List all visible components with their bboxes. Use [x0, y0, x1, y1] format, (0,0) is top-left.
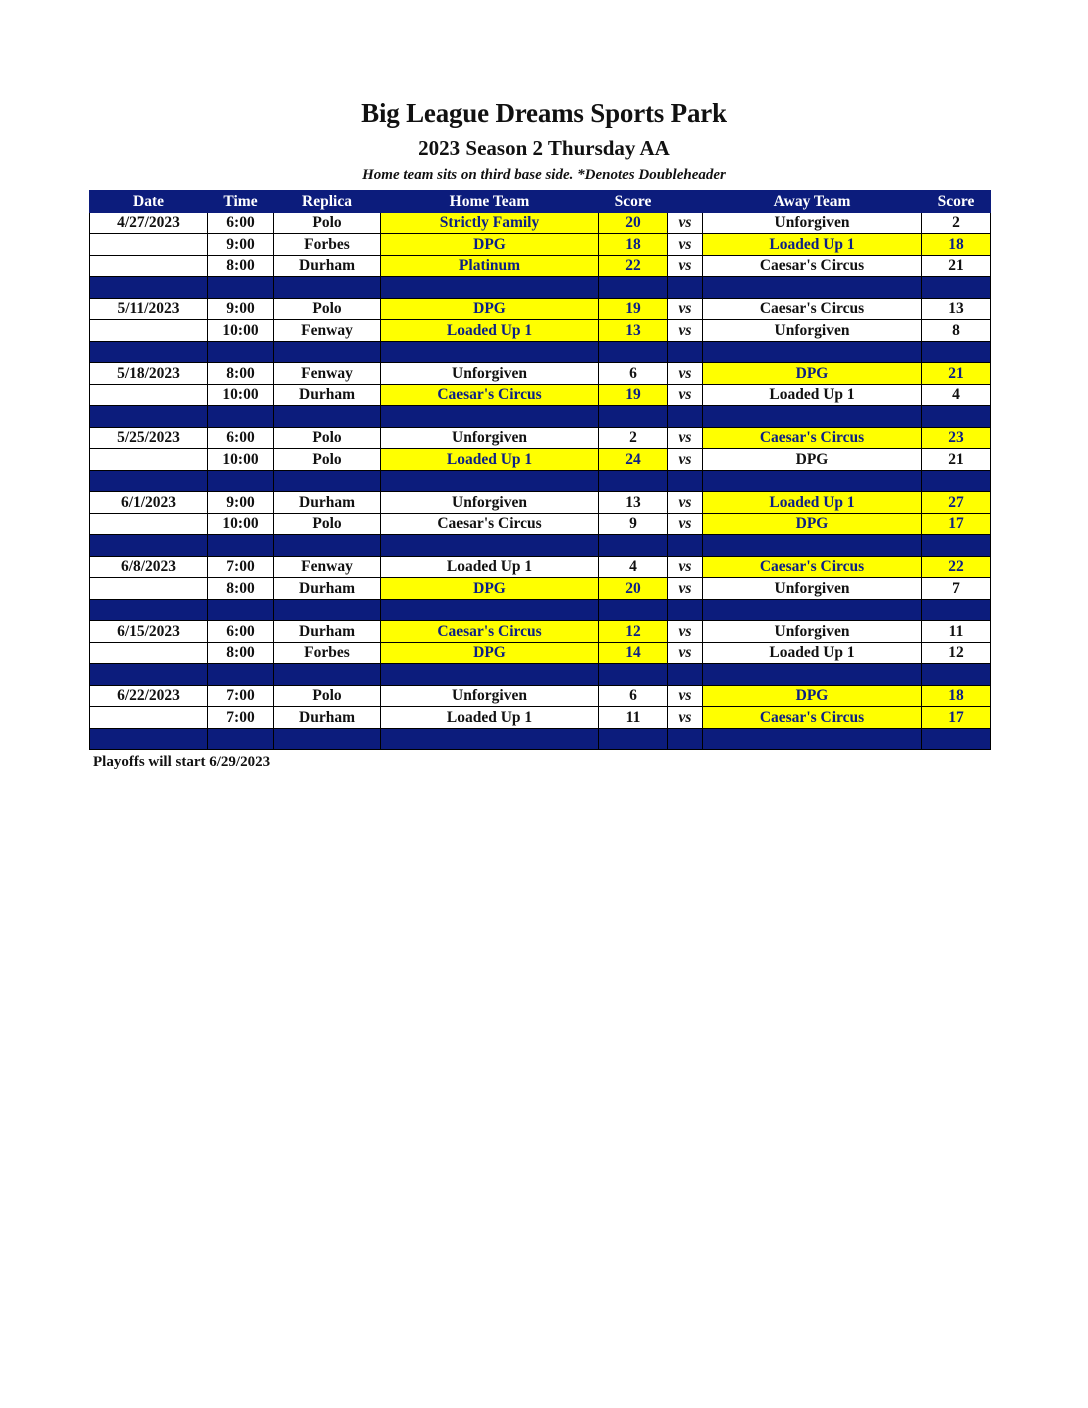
- table-row: [90, 578, 991, 600]
- separator-cell: [274, 470, 381, 492]
- col-header-date: Date: [90, 191, 208, 213]
- home-team-cell: Unforgiven: [381, 685, 599, 707]
- vs-cell: vs: [668, 556, 703, 578]
- separator-cell: [703, 728, 922, 750]
- home-team-cell: DPG: [381, 578, 599, 600]
- separator-cell: [922, 664, 991, 686]
- page-title: Big League Dreams Sports Park: [361, 98, 727, 128]
- separator-cell: [90, 664, 208, 686]
- home-score-cell: 9: [599, 513, 668, 535]
- separator-cell: [922, 470, 991, 492]
- separator-cell: [208, 406, 274, 428]
- time-cell: 7:00: [208, 707, 274, 729]
- separator-cell: [274, 406, 381, 428]
- separator-cell: [922, 277, 991, 299]
- week-separator-row: [90, 470, 991, 492]
- date-cell: 5/18/2023: [90, 363, 208, 385]
- away-score-cell: 4: [922, 384, 991, 406]
- replica-cell: Durham: [274, 384, 381, 406]
- separator-cell: [668, 470, 703, 492]
- col-header-home-team: Home Team: [381, 191, 599, 213]
- table-row: [90, 642, 991, 664]
- replica-cell: Fenway: [274, 320, 381, 342]
- away-team-cell: Unforgiven: [703, 621, 922, 643]
- away-team-cell: DPG: [703, 449, 922, 471]
- playoffs-note: Playoffs will start 6/29/2023: [93, 754, 271, 770]
- away-score-cell: 21: [922, 363, 991, 385]
- home-team-cell: Caesar's Circus: [381, 513, 599, 535]
- date-cell: 5/11/2023: [90, 298, 208, 320]
- away-team-cell: DPG: [703, 363, 922, 385]
- table-row: [90, 621, 991, 643]
- separator-cell: [703, 277, 922, 299]
- replica-cell: Durham: [274, 492, 381, 514]
- separator-cell: [208, 599, 274, 621]
- away-team-cell: Caesar's Circus: [703, 707, 922, 729]
- replica-cell: Polo: [274, 298, 381, 320]
- time-cell: 6:00: [208, 427, 274, 449]
- time-cell: 10:00: [208, 320, 274, 342]
- date-cell: 6/1/2023: [90, 492, 208, 514]
- time-cell: 6:00: [208, 212, 274, 234]
- vs-cell: vs: [668, 707, 703, 729]
- separator-cell: [208, 277, 274, 299]
- replica-cell: Durham: [274, 578, 381, 600]
- table-row: [90, 384, 991, 406]
- table-row: [90, 255, 991, 277]
- separator-cell: [922, 728, 991, 750]
- separator-cell: [668, 728, 703, 750]
- time-cell: 8:00: [208, 642, 274, 664]
- separator-cell: [381, 599, 599, 621]
- week-separator-row: [90, 277, 991, 299]
- separator-cell: [668, 535, 703, 557]
- date-cell: [90, 255, 208, 277]
- home-team-cell: Unforgiven: [381, 427, 599, 449]
- away-team-cell: Unforgiven: [703, 212, 922, 234]
- table-row: [90, 212, 991, 234]
- table-row: [90, 685, 991, 707]
- home-team-cell: Platinum: [381, 255, 599, 277]
- away-score-cell: 18: [922, 234, 991, 256]
- separator-cell: [922, 406, 991, 428]
- time-cell: 10:00: [208, 513, 274, 535]
- schedule-body: [90, 212, 991, 750]
- table-row: [90, 320, 991, 342]
- vs-cell: vs: [668, 685, 703, 707]
- vs-cell: vs: [668, 320, 703, 342]
- separator-cell: [599, 277, 668, 299]
- separator-cell: [90, 470, 208, 492]
- week-separator-row: [90, 599, 991, 621]
- away-score-cell: 13: [922, 298, 991, 320]
- vs-cell: vs: [668, 212, 703, 234]
- separator-cell: [208, 470, 274, 492]
- away-score-cell: 2: [922, 212, 991, 234]
- table-row: [90, 513, 991, 535]
- replica-cell: Polo: [274, 427, 381, 449]
- vs-cell: vs: [668, 578, 703, 600]
- away-team-cell: Loaded Up 1: [703, 234, 922, 256]
- home-team-cell: Caesar's Circus: [381, 621, 599, 643]
- time-cell: 9:00: [208, 492, 274, 514]
- home-score-cell: 22: [599, 255, 668, 277]
- replica-cell: Fenway: [274, 363, 381, 385]
- date-cell: 6/8/2023: [90, 556, 208, 578]
- separator-cell: [208, 728, 274, 750]
- away-team-cell: Loaded Up 1: [703, 492, 922, 514]
- col-header-away-team: Away Team: [703, 191, 922, 213]
- table-row: [90, 427, 991, 449]
- separator-cell: [668, 599, 703, 621]
- away-team-cell: Caesar's Circus: [703, 556, 922, 578]
- col-header-vs: [668, 191, 703, 213]
- separator-cell: [90, 599, 208, 621]
- home-score-cell: 13: [599, 320, 668, 342]
- away-team-cell: Caesar's Circus: [703, 255, 922, 277]
- away-team-cell: DPG: [703, 685, 922, 707]
- home-score-cell: 18: [599, 234, 668, 256]
- away-score-cell: 17: [922, 513, 991, 535]
- vs-cell: vs: [668, 642, 703, 664]
- replica-cell: Polo: [274, 513, 381, 535]
- separator-cell: [274, 664, 381, 686]
- date-cell: 6/22/2023: [90, 685, 208, 707]
- table-row: [90, 556, 991, 578]
- home-team-cell: Strictly Family: [381, 212, 599, 234]
- time-cell: 7:00: [208, 685, 274, 707]
- col-header-home-score: Score: [599, 191, 668, 213]
- time-cell: 7:00: [208, 556, 274, 578]
- separator-cell: [922, 341, 991, 363]
- replica-cell: Durham: [274, 707, 381, 729]
- away-score-cell: 27: [922, 492, 991, 514]
- time-cell: 8:00: [208, 578, 274, 600]
- vs-cell: vs: [668, 234, 703, 256]
- separator-cell: [599, 728, 668, 750]
- away-score-cell: 22: [922, 556, 991, 578]
- date-cell: [90, 234, 208, 256]
- separator-cell: [703, 599, 922, 621]
- table-row: [90, 234, 991, 256]
- home-score-cell: 2: [599, 427, 668, 449]
- separator-cell: [668, 341, 703, 363]
- separator-cell: [90, 341, 208, 363]
- away-score-cell: 18: [922, 685, 991, 707]
- separator-cell: [703, 535, 922, 557]
- col-header-away-score: Score: [922, 191, 991, 213]
- home-team-cell: Loaded Up 1: [381, 449, 599, 471]
- home-team-note: Home team sits on third base side. *Denotes Doubleheader: [362, 167, 726, 183]
- separator-cell: [703, 664, 922, 686]
- away-score-cell: 11: [922, 621, 991, 643]
- separator-cell: [668, 406, 703, 428]
- separator-cell: [599, 535, 668, 557]
- home-team-cell: Loaded Up 1: [381, 556, 599, 578]
- week-separator-row: [90, 406, 991, 428]
- time-cell: 6:00: [208, 621, 274, 643]
- col-header-time: Time: [208, 191, 274, 213]
- separator-cell: [381, 277, 599, 299]
- replica-cell: Polo: [274, 685, 381, 707]
- home-score-cell: 12: [599, 621, 668, 643]
- separator-cell: [381, 728, 599, 750]
- separator-cell: [381, 341, 599, 363]
- replica-cell: Polo: [274, 212, 381, 234]
- replica-cell: Polo: [274, 449, 381, 471]
- away-score-cell: 21: [922, 449, 991, 471]
- replica-cell: Durham: [274, 255, 381, 277]
- separator-cell: [381, 470, 599, 492]
- time-cell: 8:00: [208, 363, 274, 385]
- home-score-cell: 20: [599, 212, 668, 234]
- separator-cell: [90, 728, 208, 750]
- away-team-cell: Unforgiven: [703, 320, 922, 342]
- separator-cell: [381, 406, 599, 428]
- date-cell: [90, 642, 208, 664]
- separator-cell: [208, 341, 274, 363]
- separator-cell: [703, 341, 922, 363]
- separator-cell: [668, 277, 703, 299]
- table-row: [90, 298, 991, 320]
- separator-cell: [381, 664, 599, 686]
- away-score-cell: 23: [922, 427, 991, 449]
- home-team-cell: Loaded Up 1: [381, 320, 599, 342]
- separator-cell: [208, 535, 274, 557]
- separator-cell: [599, 599, 668, 621]
- away-score-cell: 12: [922, 642, 991, 664]
- time-cell: 10:00: [208, 449, 274, 471]
- home-score-cell: 19: [599, 298, 668, 320]
- date-cell: [90, 513, 208, 535]
- away-team-cell: Unforgiven: [703, 578, 922, 600]
- separator-cell: [703, 406, 922, 428]
- away-score-cell: 8: [922, 320, 991, 342]
- separator-cell: [599, 470, 668, 492]
- week-separator-row: [90, 664, 991, 686]
- date-cell: 4/27/2023: [90, 212, 208, 234]
- away-team-cell: Loaded Up 1: [703, 384, 922, 406]
- home-score-cell: 13: [599, 492, 668, 514]
- away-score-cell: 21: [922, 255, 991, 277]
- vs-cell: vs: [668, 255, 703, 277]
- home-score-cell: 14: [599, 642, 668, 664]
- home-team-cell: Unforgiven: [381, 492, 599, 514]
- table-row: [90, 492, 991, 514]
- replica-cell: Durham: [274, 621, 381, 643]
- separator-cell: [208, 664, 274, 686]
- week-separator-row: [90, 728, 991, 750]
- separator-cell: [274, 341, 381, 363]
- away-team-cell: Caesar's Circus: [703, 298, 922, 320]
- home-team-cell: DPG: [381, 298, 599, 320]
- schedule-table: [89, 190, 991, 750]
- home-score-cell: 24: [599, 449, 668, 471]
- time-cell: 9:00: [208, 234, 274, 256]
- date-cell: [90, 320, 208, 342]
- separator-cell: [381, 535, 599, 557]
- replica-cell: Forbes: [274, 642, 381, 664]
- home-score-cell: 11: [599, 707, 668, 729]
- time-cell: 8:00: [208, 255, 274, 277]
- separator-cell: [90, 406, 208, 428]
- separator-cell: [922, 535, 991, 557]
- week-separator-row: [90, 535, 991, 557]
- away-score-cell: 17: [922, 707, 991, 729]
- away-team-cell: DPG: [703, 513, 922, 535]
- separator-cell: [274, 599, 381, 621]
- separator-cell: [599, 406, 668, 428]
- vs-cell: vs: [668, 384, 703, 406]
- separator-cell: [90, 277, 208, 299]
- date-cell: [90, 578, 208, 600]
- home-team-cell: Unforgiven: [381, 363, 599, 385]
- vs-cell: vs: [668, 492, 703, 514]
- time-cell: 10:00: [208, 384, 274, 406]
- page-subtitle: 2023 Season 2 Thursday AA: [418, 136, 670, 160]
- home-score-cell: 6: [599, 685, 668, 707]
- separator-cell: [274, 277, 381, 299]
- table-row: [90, 449, 991, 471]
- table-header-row: [90, 191, 991, 213]
- home-team-cell: Caesar's Circus: [381, 384, 599, 406]
- replica-cell: Forbes: [274, 234, 381, 256]
- replica-cell: Fenway: [274, 556, 381, 578]
- separator-cell: [90, 535, 208, 557]
- home-score-cell: 19: [599, 384, 668, 406]
- home-team-cell: Loaded Up 1: [381, 707, 599, 729]
- vs-cell: vs: [668, 298, 703, 320]
- vs-cell: vs: [668, 427, 703, 449]
- away-team-cell: Caesar's Circus: [703, 427, 922, 449]
- table-row: [90, 363, 991, 385]
- separator-cell: [599, 664, 668, 686]
- week-separator-row: [90, 341, 991, 363]
- home-score-cell: 20: [599, 578, 668, 600]
- separator-cell: [274, 728, 381, 750]
- date-cell: 6/15/2023: [90, 621, 208, 643]
- date-cell: 5/25/2023: [90, 427, 208, 449]
- time-cell: 9:00: [208, 298, 274, 320]
- separator-cell: [668, 664, 703, 686]
- table-row: [90, 707, 991, 729]
- separator-cell: [274, 535, 381, 557]
- separator-cell: [599, 341, 668, 363]
- separator-cell: [703, 470, 922, 492]
- date-cell: [90, 707, 208, 729]
- home-team-cell: DPG: [381, 642, 599, 664]
- col-header-replica: Replica: [274, 191, 381, 213]
- home-score-cell: 4: [599, 556, 668, 578]
- date-cell: [90, 449, 208, 471]
- home-team-cell: DPG: [381, 234, 599, 256]
- home-score-cell: 6: [599, 363, 668, 385]
- date-cell: [90, 384, 208, 406]
- vs-cell: vs: [668, 363, 703, 385]
- away-score-cell: 7: [922, 578, 991, 600]
- vs-cell: vs: [668, 513, 703, 535]
- separator-cell: [922, 599, 991, 621]
- vs-cell: vs: [668, 449, 703, 471]
- vs-cell: vs: [668, 621, 703, 643]
- away-team-cell: Loaded Up 1: [703, 642, 922, 664]
